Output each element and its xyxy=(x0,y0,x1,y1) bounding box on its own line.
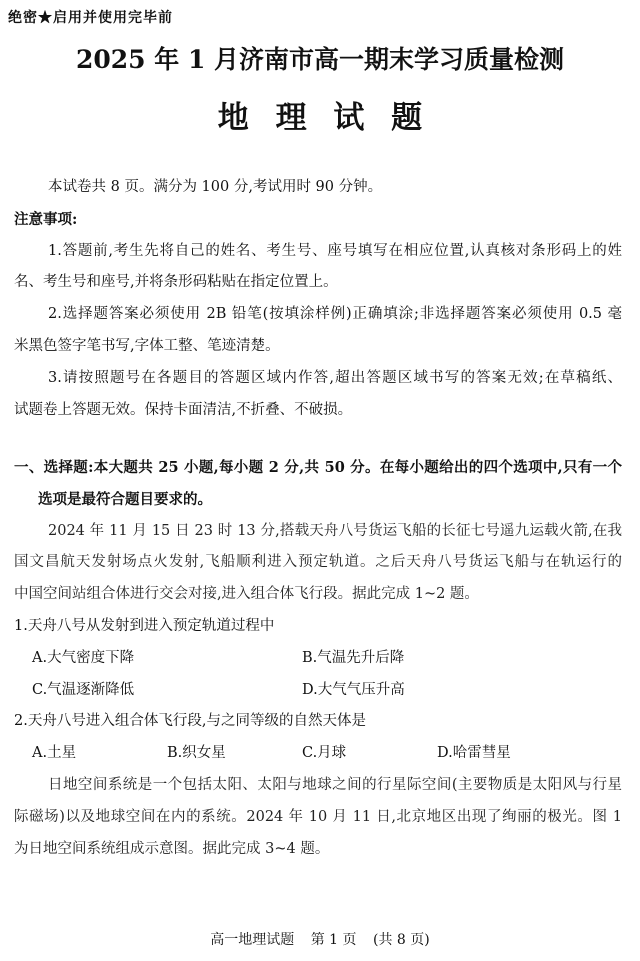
question-1-option-b: B.气温先升后降 xyxy=(302,649,405,666)
passage-2-line-3: 为日地空间系统组成示意图。据此完成 3~4 题。 xyxy=(14,840,330,857)
section-1-block xyxy=(14,452,622,865)
classification-label: 绝密★启用并使用完毕前 xyxy=(8,10,173,26)
question-2-options-row xyxy=(14,738,622,770)
footer-page-total: (共 8 页) xyxy=(372,932,430,948)
instructions-block xyxy=(14,172,622,426)
note-2-line-1: 2.选择题答案必须使用 2B 铅笔(按填涂样例)正确填涂;非选择题答案必须使用 0.5 毫 xyxy=(48,306,622,323)
note-1-line-2: 名、考生号和座号,并将条形码粘贴在指定位置上。 xyxy=(14,274,338,291)
exam-summary: 本试卷共 8 页。满分为 100 分,考试用时 90 分钟。 xyxy=(48,179,383,195)
section-heading-line-1: 一、选择题:本大题共 25 小题,每小题 2 分,共 50 分。在每小题给出的四个选项中,只有一个 xyxy=(14,459,622,476)
question-2-option-c: C.月球 xyxy=(302,745,347,762)
exam-subject-title: 地 理 试 题 xyxy=(217,100,431,136)
question-2-option-d: D.哈雷彗星 xyxy=(437,745,511,762)
footer-subject: 高一地理试题 xyxy=(210,932,295,948)
notes-heading: 注意事项: xyxy=(14,210,78,228)
question-2-option-a: A.土星 xyxy=(32,745,77,762)
section-heading-line-2: 选项是最符合题目要求的。 xyxy=(38,490,212,508)
question-1-option-d: D.大气气压升高 xyxy=(302,681,405,698)
question-1-stem: 1.天舟八号从发射到进入预定轨道过程中 xyxy=(14,617,275,634)
passage-1-line-3: 中国空间站组合体进行交会对接,进入组合体飞行段。据此完成 1~2 题。 xyxy=(14,586,479,603)
note-2-line-2: 米黑色签字笔书写,字体工整、笔迹清楚。 xyxy=(14,337,280,354)
note-3-line-2: 试题卷上答题无效。保持卡面清洁,不折叠、不破损。 xyxy=(14,401,353,418)
question-1-options-row-1 xyxy=(14,643,622,675)
question-2-option-b: B.织女星 xyxy=(167,745,226,762)
note-1-line-1: 1.答题前,考生先将自己的姓名、考生号、座号填写在相应位置,认真核对条形码上的姓 xyxy=(48,242,622,259)
passage-1-line-1: 2024 年 11 月 15 日 23 时 13 分,搭载天舟八号货运飞船的长征七号遥九运载火箭,在我 xyxy=(48,522,622,539)
exam-title: 2025 年 1 月济南市高一期末学习质量检测 xyxy=(75,45,565,74)
passage-2-line-2: 际磁场)以及地球空间在内的系统。2024 年 10 月 11 日,北京地区出现了绚丽的极光。图 1 xyxy=(14,808,622,825)
footer-page-number: 第 1 页 xyxy=(310,932,357,948)
question-2-stem: 2.天舟八号进入组合体飞行段,与之同等级的自然天体是 xyxy=(14,713,366,730)
question-1-options-row-2 xyxy=(14,675,622,707)
question-1-option-a: A.大气密度下降 xyxy=(32,649,135,666)
passage-1-line-2: 国文昌航天发射场点火发射,飞船顺利进入预定轨道。之后天舟八号货运飞船与在轨运行的 xyxy=(14,554,622,571)
passage-2-line-1: 日地空间系统是一个包括太阳、太阳与地球之间的行星际空间(主要物质是太阳风与行星 xyxy=(48,776,622,793)
note-3-line-1: 3.请按照题号在各题目的答题区域内作答,超出答题区域书写的答案无效;在草稿纸、 xyxy=(48,369,622,386)
question-1-option-c: C.气温逐渐降低 xyxy=(32,681,135,698)
page-footer xyxy=(0,930,640,950)
